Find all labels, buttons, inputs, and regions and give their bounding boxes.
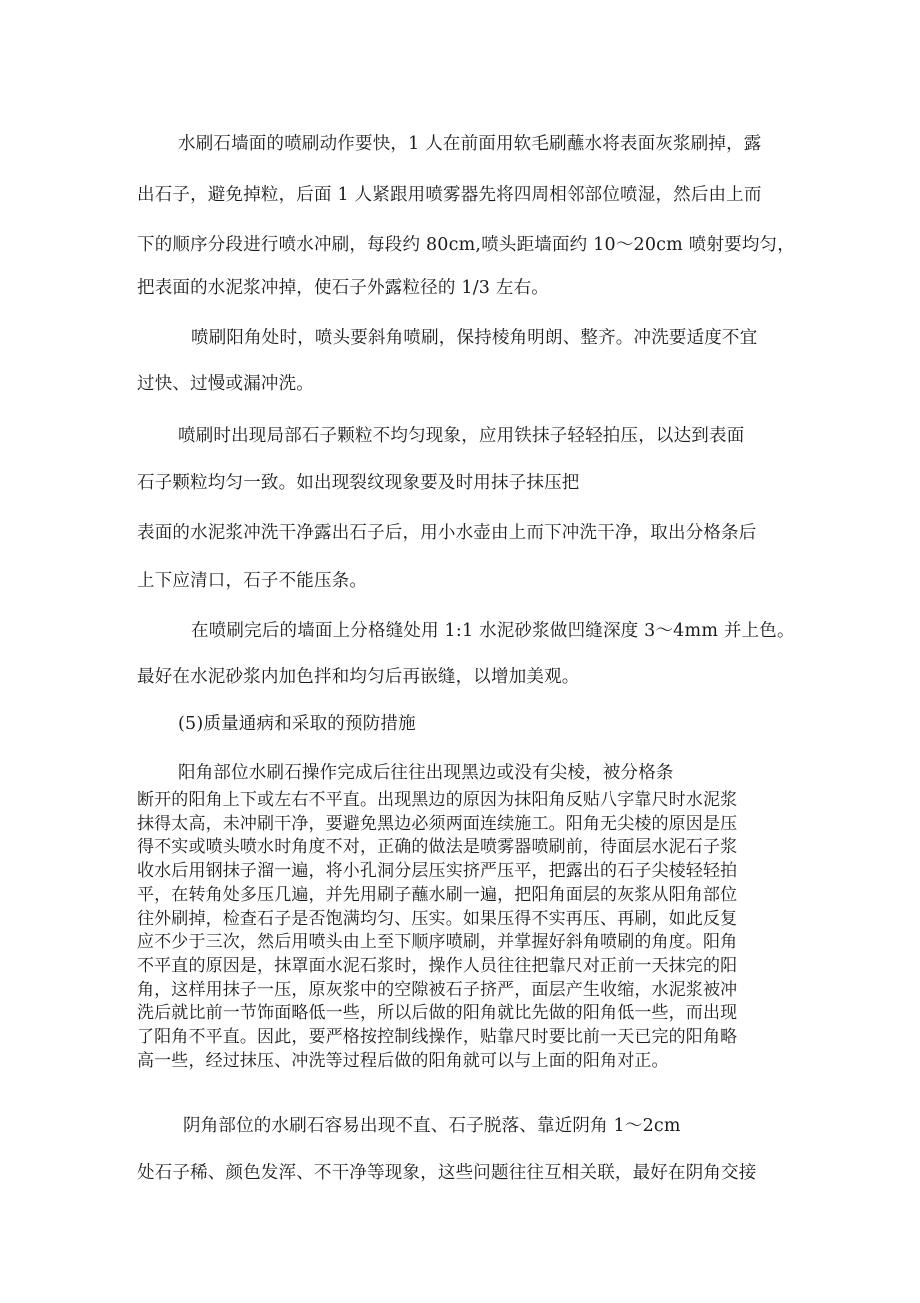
paragraph-6-body-line: 断开的阳角上下或左右不平直。出现黑边的原因为抹阳角反贴八字靠尺时水泥浆 bbox=[137, 790, 738, 810]
paragraph-7-line-2: 处石子稀、颜色发浑、不干净等现象，这些问题往往互相关联，最好在阴角交接 bbox=[137, 1163, 757, 1183]
paragraph-4-line-1: 表面的水泥浆冲洗干净露出石子后，用小水壶由上而下冲洗干净，取出分格条后 bbox=[137, 523, 757, 543]
paragraph-2-line-1: 喷刷阳角处时，喷头要斜角喷刷，保持棱角明朗、整齐。冲洗要适度不宜 bbox=[191, 328, 758, 348]
paragraph-4-line-2: 上下应清口，石子不能压条。 bbox=[137, 571, 368, 591]
paragraph-1-line-2: 出石子，避免掉粒，后面 1 人紧跟用喷雾器先将四周相邻部位喷湿，然后由上而 bbox=[137, 185, 762, 205]
paragraph-2-line-2: 过快、过慢或漏冲洗。 bbox=[137, 374, 314, 394]
paragraph-7-line-1: 阴角部位的水刷石容易出现不直、石子脱落、靠近阴角 1～2cm bbox=[183, 1116, 681, 1136]
paragraph-6-body-line: 角，这样用抹子一压，原灰浆中的空隙被石子挤严，面层产生收缩，水泥浆被冲 bbox=[137, 979, 738, 1000]
paragraph-5-line-1: 在喷刷完后的墙面上分格缝处用 1:1 水泥砂浆做凹缝深度 3～4mm 并上色。 bbox=[191, 621, 795, 641]
paragraph-6-line-1: 阳角部位水刷石操作完成后往往出现黑边或没有尖棱，被分格条 bbox=[178, 763, 674, 783]
paragraph-1-line-1: 水刷石墙面的喷刷动作要快，1 人在前面用软毛刷蘸水将表面灰浆刷掉，露 bbox=[178, 134, 762, 154]
paragraph-6-body-line: 得不实或喷头喷水时角度不对，正确的做法是喷雾器喷刷前，待面层水泥石子浆 bbox=[137, 837, 738, 858]
paragraph-6-body bbox=[137, 789, 787, 1073]
paragraph-6-body-line: 应不少于三次，然后用喷头由上至下顺序喷刷，并掌握好斜角喷刷的角度。阳角 bbox=[137, 932, 738, 953]
paragraph-6-body-line: 收水后用钢抹子溜一遍，将小孔洞分层压实挤严压平，把露出的石子尖棱轻轻拍 bbox=[137, 861, 738, 882]
paragraph-5-line-2: 最好在水泥砂浆内加色拌和均匀后再嵌缝，以增加美观。 bbox=[137, 667, 580, 687]
paragraph-1-line-3: 下的顺序分段进行喷水冲刷，每段约 80cm,喷头距墙面约 10～20cm 喷射要均匀， bbox=[137, 235, 795, 255]
paragraph-3-line-1: 喷刷时出现局部石子颗粒不均匀现象，应用铁抹子轻轻拍压，以达到表面 bbox=[178, 426, 745, 446]
paragraph-3-line-2: 石子颗粒均匀一致。如出现裂纹现象要及时用抹子抹压把 bbox=[137, 473, 580, 493]
paragraph-6-body-line: 抹得太高，未冲刷干净，要避免黑边必须两面连续施工。阳角无尖棱的原因是压 bbox=[137, 813, 738, 834]
paragraph-1-line-4: 把表面的水泥浆冲掉，使石子外露粒径的 1/3 左右。 bbox=[137, 278, 549, 298]
paragraph-6-body-line: 平，在转角处多压几遍，并先用刷子蘸水刷一遍，把阳角面层的灰浆从阳角部位 bbox=[137, 884, 738, 905]
paragraph-6-body-line: 洗后就比前一节饰面略低一些，所以后做的阳角就比先做的阳角低一些，而出现 bbox=[137, 1003, 738, 1024]
paragraph-6-body-line: 不平直的原因是，抹罩面水泥石浆时，操作人员往往把靠尺对正前一天抹完的阳 bbox=[137, 955, 738, 976]
paragraph-6-body-line: 高一些，经过抹压、冲洗等过程后做的阳角就可以与上面的阳角对正。 bbox=[137, 1050, 669, 1071]
section-heading: (5)质量通病和采取的预防措施 bbox=[178, 714, 416, 734]
paragraph-6-body-line: 了阳角不平直。因此，要严格按控制线操作，贴靠尺时要比前一天已完的阳角略 bbox=[137, 1027, 738, 1048]
paragraph-6-body-line: 往外刷掉，检查石子是否饱满均匀、压实。如果压得不实再压、再刷，如此反复 bbox=[137, 908, 738, 929]
